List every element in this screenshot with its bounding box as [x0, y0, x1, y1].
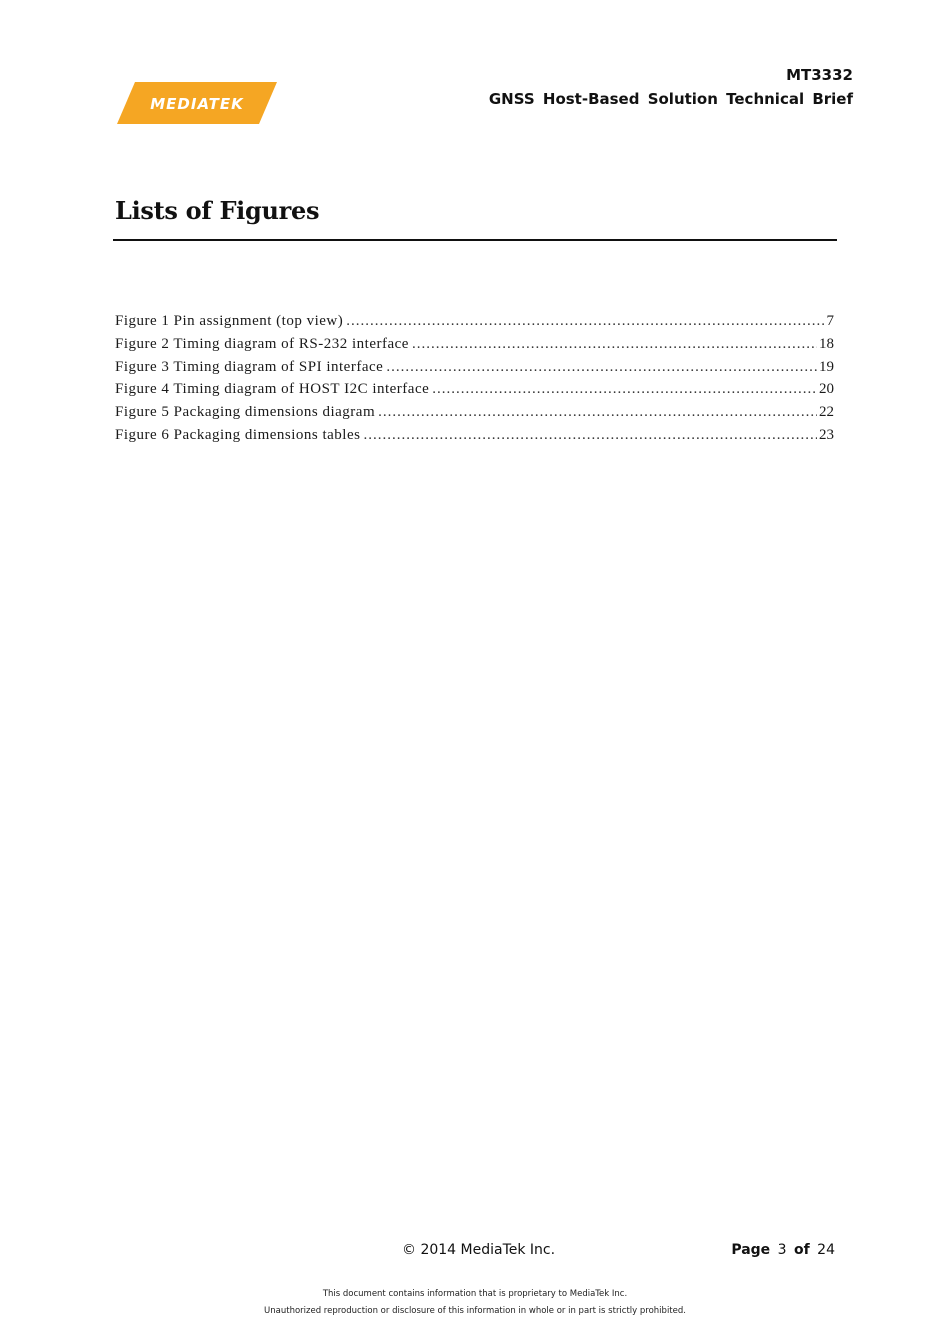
figure-title[interactable]: Figure 2 Timing diagram of RS-232 interface: [115, 335, 409, 352]
figure-entry[interactable]: [115, 378, 834, 401]
figure-entry[interactable]: [115, 424, 834, 447]
figure-title[interactable]: Figure 3 Timing diagram of SPI interface: [115, 358, 384, 375]
figure-title[interactable]: Figure 6 Packaging dimensions tables: [115, 426, 361, 443]
of-label: of: [794, 1242, 810, 1258]
dot-leader: [346, 310, 824, 333]
figure-title[interactable]: Figure 1 Pin assignment (top view): [115, 313, 344, 329]
footer-page-indicator: [731, 1242, 835, 1258]
figure-page-number[interactable]: 22: [819, 404, 834, 421]
figure-title[interactable]: Figure 4 Timing diagram of HOST I2C interface: [115, 381, 430, 398]
figure-page-number[interactable]: 18: [819, 335, 834, 352]
title-divider: [113, 239, 837, 241]
figure-title[interactable]: Figure 5 Packaging dimensions diagram: [115, 404, 376, 421]
total-pages: 24: [817, 1242, 835, 1258]
logo-text: MEDIATEK: [150, 95, 244, 113]
figure-entry[interactable]: [115, 356, 834, 379]
disclosure-notice: Unauthorized reproduction or disclosure of this information in whole or in part is strictly prohibited.: [264, 1306, 686, 1316]
proprietary-notice: This document contains information that is proprietary to MediaTek Inc.: [322, 1289, 628, 1299]
document-header: [489, 63, 853, 111]
dot-leader: [363, 424, 817, 447]
footer-copyright: © 2014 MediaTek Inc.: [402, 1242, 556, 1258]
dot-leader: [432, 378, 817, 401]
document-subtitle: GNSS Host-Based Solution Technical Brief: [488, 90, 853, 108]
figure-page-number[interactable]: 23: [819, 426, 834, 443]
dot-leader: [378, 401, 817, 424]
current-page-number: 3: [777, 1242, 787, 1258]
figure-entry[interactable]: [115, 401, 834, 424]
dot-leader: [386, 356, 817, 379]
figure-page-number[interactable]: 19: [819, 358, 834, 375]
figure-entry[interactable]: [115, 310, 834, 333]
product-name: MT3332: [786, 66, 853, 84]
section-title: Lists of Figures: [115, 196, 320, 225]
page-label: Page: [731, 1242, 771, 1258]
mediatek-logo: [117, 82, 277, 124]
figure-page-number[interactable]: 7: [826, 313, 834, 329]
figure-page-number[interactable]: 20: [819, 381, 834, 398]
figure-list: [115, 310, 834, 447]
dot-leader: [412, 333, 817, 356]
figure-entry[interactable]: [115, 333, 834, 356]
